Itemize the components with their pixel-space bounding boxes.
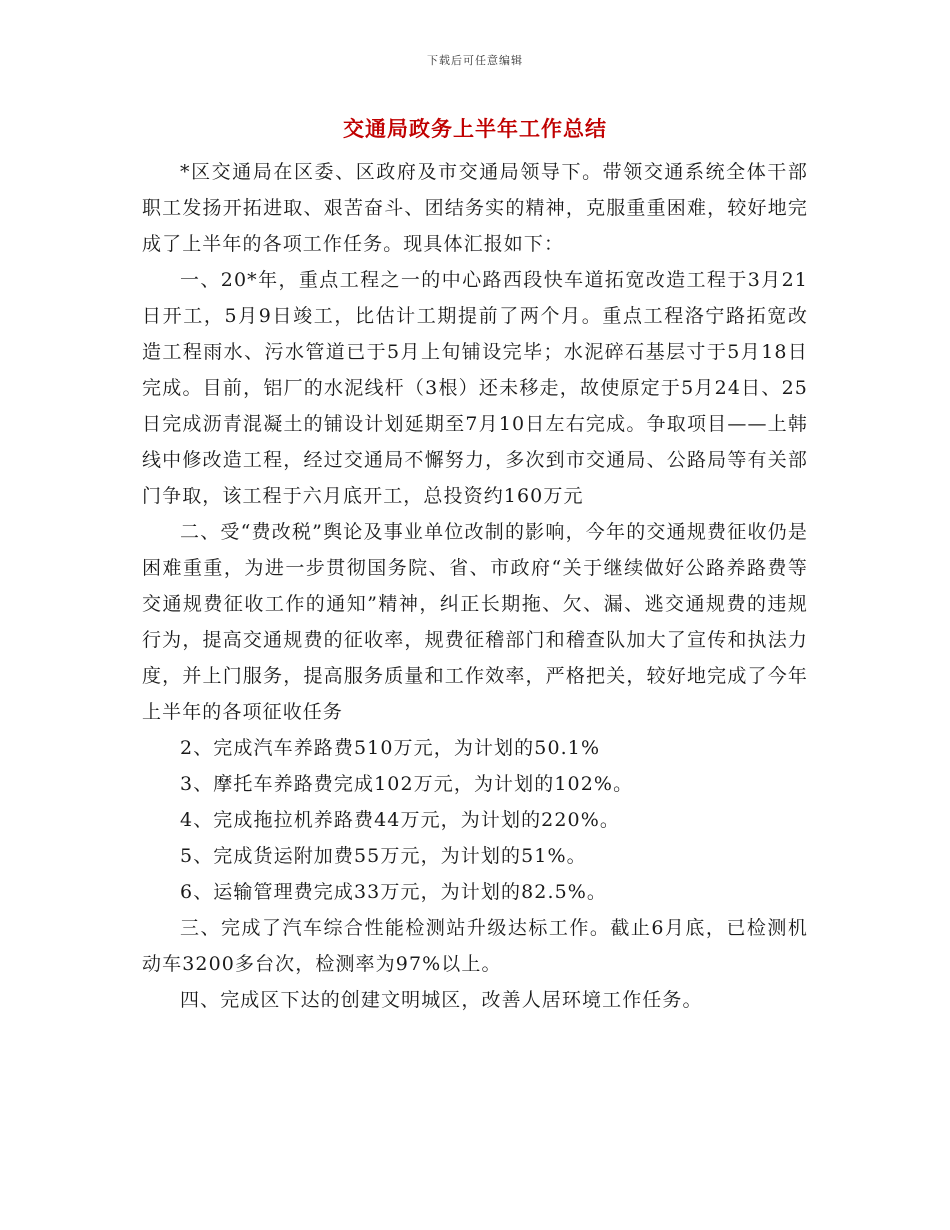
document-body	[142, 154, 808, 1018]
paragraph-item-3: 3、摩托车养路费完成102万元，为计划的102%。	[180, 773, 634, 795]
paragraph-section-4: 四、完成区下达的创建文明城区，改善人居环境工作任务。	[180, 989, 703, 1011]
paragraph-item-6: 6、运输管理费完成33万元，为计划的82.5%。	[180, 881, 608, 903]
paragraph-section-3: 三、完成了汽车综合性能检测站升级达标工作。截止6月底，已检测机动车3200多台次，检测率为97%以上。	[142, 917, 808, 975]
document-title: 交通局政务上半年工作总结	[343, 116, 607, 141]
paragraph-item-2: 2、完成汽车养路费510万元，为计划的50.1%	[180, 737, 601, 759]
paragraph-section-2: 二、受“费改税”舆论及事业单位改制的影响，今年的交通规费征收仍是困难重重，为进一步贯彻国务院、省、市政府“关于继续做好公路养路费等交通规费征收工作的通知”精神，纠正长期拖、欠、漏、逃交通规费的违规行为，提高交通规费的征收率，规费征稽部门和稽查队加大了宣传和执法力度，并上门服务，提高服务质量和工作效率，严格把关，较好地完成了今年上半年的各项征收任务	[142, 521, 808, 723]
paragraph-intro: *区交通局在区委、区政府及市交通局领导下。带领交通系统全体干部职工发扬开拓进取、艰苦奋斗、团结务实的精神，克服重重困难，较好地完成了上半年的各项工作任务。现具体汇报如下：	[142, 161, 808, 255]
page-header-note: 下载后可任意编辑	[427, 54, 523, 67]
paragraph-item-4: 4、完成拖拉机养路费44万元，为计划的220%。	[180, 809, 620, 831]
paragraph-section-1: 一、20*年，重点工程之一的中心路西段快车道拓宽改造工程于3月21日开工，5月9日竣工，比估计工期提前了两个月。重点工程洛宁路拓宽改造工程雨水、污水管道已于5月上旬铺设完毕；水泥碎石基层寸于5月18日完成。目前，铝厂的水泥线杆（3根）还未移走，故使原定于5月24日、25日完成沥青混凝土的铺设计划延期至7月10日左右完成。争取项目——上韩线中修改造工程，经过交通局不懈努力，多次到市交通局、公路局等有关部门争取，该工程于六月底开工，总投资约160万元	[142, 269, 808, 507]
paragraph-item-5: 5、完成货运附加费55万元，为计划的51%。	[180, 845, 587, 867]
